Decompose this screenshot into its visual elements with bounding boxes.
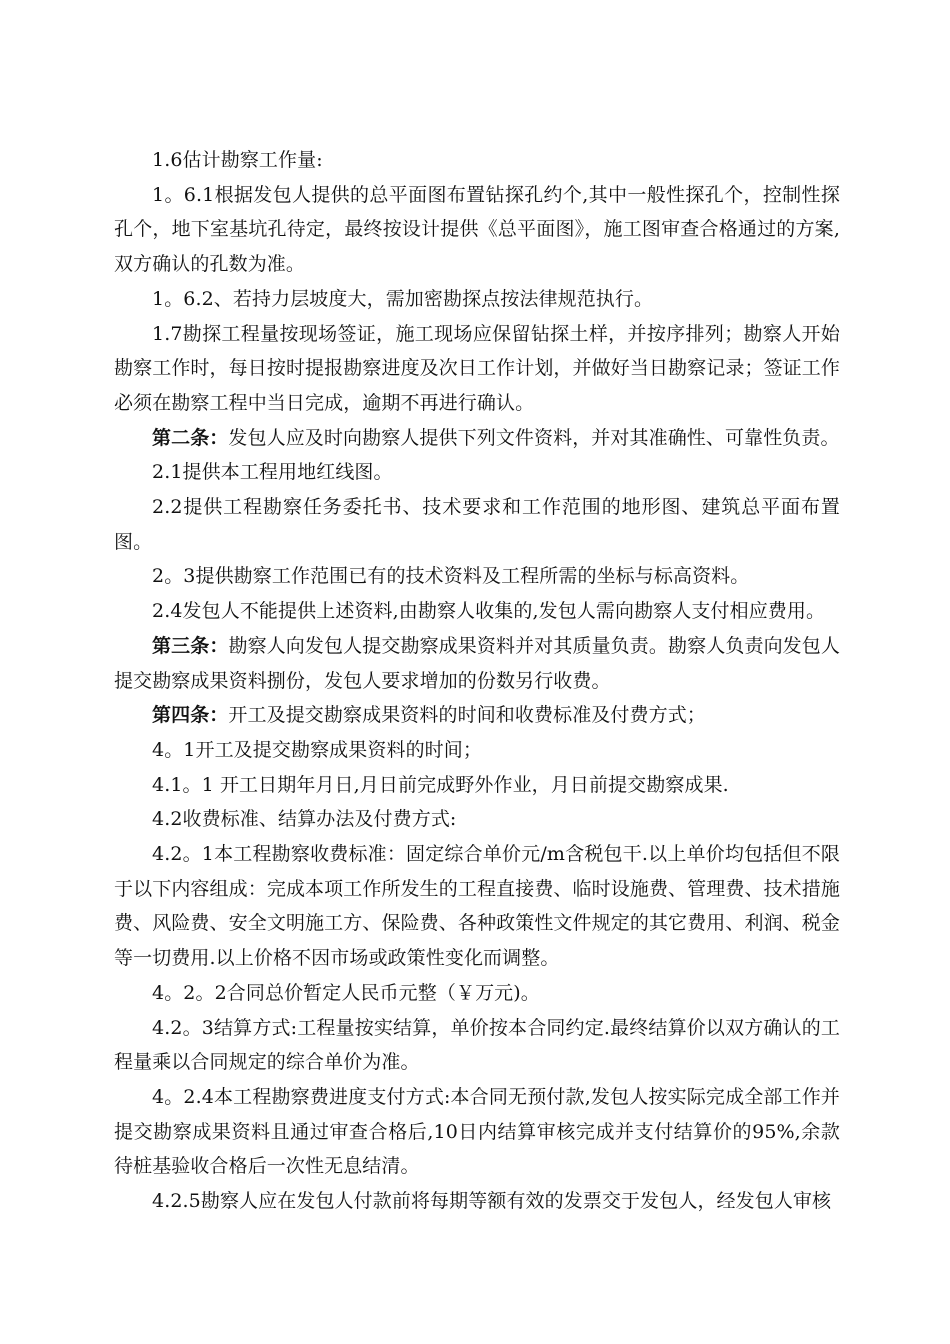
paragraph-text: 4.2。3结算方式:工程量按实结算，单价按本合同约定.最终结算价以双方确认的工程量乘以合同规定的综合单价为准。 [114,1016,840,1074]
paragraph-text: 2.1提供本工程用地红线图。 [152,461,393,484]
paragraph-4-2-1 [114,837,840,976]
paragraph-4-1 [114,733,840,768]
paragraph-4-2-4 [114,1080,840,1184]
paragraph-text: 4。2。2合同总价暂定人民币元整（￥万元)。 [152,981,540,1004]
paragraph-4-2-3 [114,1011,840,1080]
paragraph-text: 4.1。1 开工日期年月日,月日前完成野外作业，月日前提交勘察成果. [152,773,729,796]
paragraph-text: 4。2.4本工程勘察费进度支付方式:本合同无预付款,发包人按实际完成全部工作并提交勘察成果资料且通过审查合格后,10日内结算审核完成并支付结算价的95%,余款待桩基验收合格后一次性无息结清。 [114,1085,840,1178]
paragraph-2-3 [114,559,840,594]
article-4-heading [114,698,840,733]
paragraph-2-4 [114,594,840,629]
paragraph-2-2 [114,490,840,559]
paragraph-1-6-1 [114,178,840,282]
article-3-heading [114,629,840,698]
paragraph-4-2-2 [114,976,840,1011]
paragraph-text: 勘察人向发包人提交勘察成果资料并对其质量负责。勘察人负责向发包人提交勘察成果资料捌份，发包人要求增加的份数另行收费。 [114,634,841,692]
article-label: 第四条： [152,704,229,727]
paragraph-text: 开工及提交勘察成果资料的时间和收费标准及付费方式； [228,704,706,727]
paragraph-text: 1。6.2、若持力层坡度大，需加密勘探点按法律规范执行。 [152,287,654,310]
paragraph-1-6-2 [114,282,840,317]
document-body [114,143,840,1219]
paragraph-1-7 [114,317,840,421]
paragraph-text: 4。1开工及提交勘察成果资料的时间； [152,738,482,761]
paragraph-text: 4.2.5勘察人应在发包人付款前将每期等额有效的发票交于发包人，经发包人审核 [152,1190,832,1213]
paragraph-text: 发包人应及时向勘察人提供下列文件资料，并对其准确性、可靠性负责。 [228,426,840,449]
paragraph-text: 1。6.1根据发包人提供的总平面图布置钻探孔约个,其中一般性探孔个，控制性探孔个，地下室基坑孔待定，最终按设计提供《总平面图》，施工图审查合格通过的方案,双方确认的孔数为准。 [114,183,840,276]
paragraph-text: 1.6估计勘察工作量: [152,149,323,171]
paragraph-text: 4.2。1本工程勘察收费标准：固定综合单价元/m含税包干.以上单价均包括但不限于以下内容组成：完成本项工作所发生的工程直接费、临时设施费、管理费、技术措施费、风险费、安全文明施工方、保险费、各种政策性文件规定的其它费用、利润、税金等一切费用.以上价格不因市场或政策性变化而调整。 [114,843,840,970]
paragraph-text: 2.2提供工程勘察任务委托书、技术要求和工作范围的地形图、建筑总平面布置图。 [114,496,840,553]
paragraph-text: 2.4发包人不能提供上述资料,由勘察人收集的,发包人需向勘察人支付相应费用。 [152,600,826,623]
paragraph-2-1 [114,455,840,490]
article-label: 第三条： [152,634,229,657]
article-2-heading [114,421,840,456]
paragraph-4-2 [114,802,840,837]
paragraph-4-1-1 [114,768,840,803]
paragraph-1-6 [114,143,840,178]
paragraph-4-2-5 [114,1184,840,1219]
paragraph-text: 4.2收费标准、结算办法及付费方式: [152,808,457,831]
article-label: 第二条： [152,426,229,449]
paragraph-text: 1.7勘探工程量按现场签证，施工现场应保留钻探土样，并按序排列；勘察人开始勘察工作时，每日按时提报勘察进度及次日工作计划，并做好当日勘察记录；签证工作必须在勘察工程中当日完成，逾期不再进行确认。 [114,322,840,414]
paragraph-text: 2。3提供勘察工作范围已有的技术资料及工程所需的坐标与标高资料。 [152,565,750,588]
